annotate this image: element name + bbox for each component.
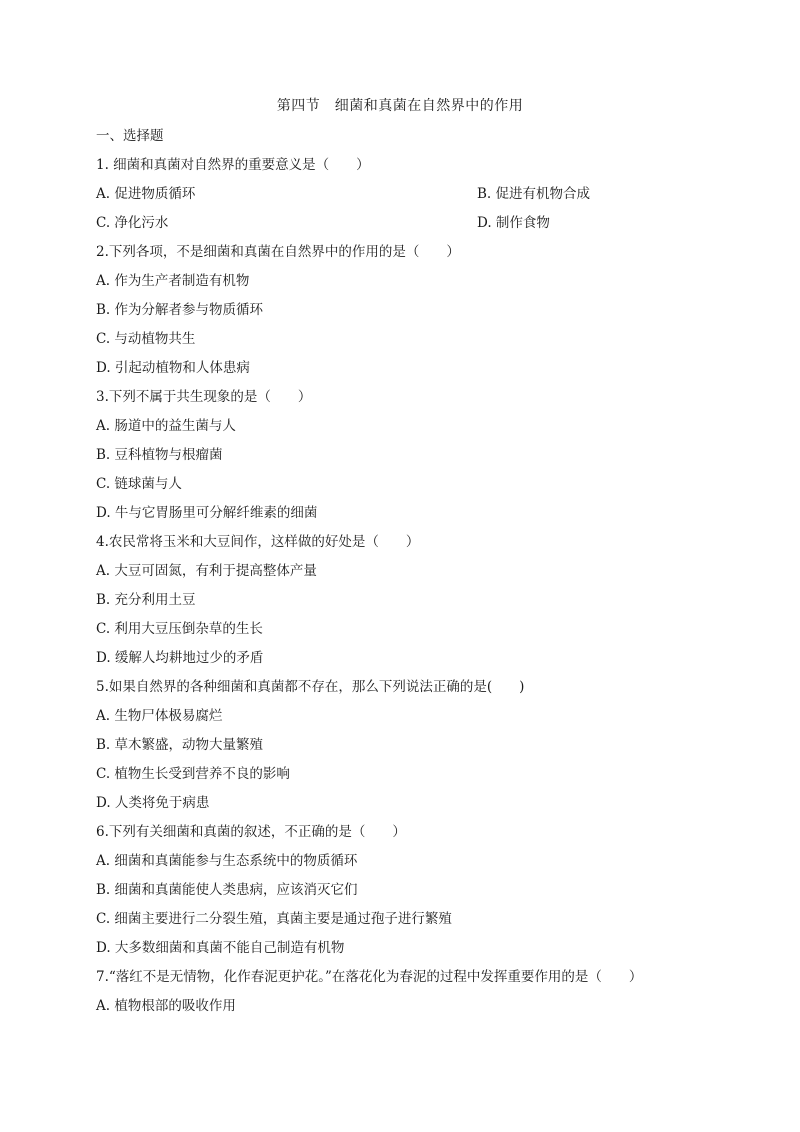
question-3-option-c: C. 链球菌与人 <box>96 476 182 492</box>
question-5-option-b: B. 草木繁盛，动物大量繁殖 <box>96 737 264 753</box>
question-3-option-d: D. 牛与它胃肠里可分解纤维素的细菌 <box>96 505 318 521</box>
question-3-option-a: A. 肠道中的益生菌与人 <box>96 418 236 434</box>
question-6-option-a: A. 细菌和真菌能参与生态系统中的物质循环 <box>96 853 358 869</box>
question-4-stem: 4.农民常将玉米和大豆间作，这样做的好处是（ ） <box>96 534 420 550</box>
question-2-option-c: C. 与动植物共生 <box>96 331 196 347</box>
question-3-option-b: B. 豆科植物与根瘤菌 <box>96 447 223 463</box>
question-2-option-d: D. 引起动植物和人体患病 <box>96 360 250 376</box>
question-5-option-c: C. 植物生长受到营养不良的影响 <box>96 766 290 782</box>
question-1-stem: 1. 细菌和真菌对自然界的重要意义是（ ） <box>96 157 370 173</box>
question-6-option-b: B. 细菌和真菌能使人类患病，应该消灭它们 <box>96 882 358 898</box>
question-4-option-a: A. 大豆可固氮，有利于提高整体产量 <box>96 563 317 579</box>
question-5-stem: 5.如果自然界的各种细菌和真菌都不存在，那么下列说法正确的是( ) <box>96 679 525 695</box>
question-3-stem: 3.下列不属于共生现象的是（ ） <box>96 389 312 405</box>
question-4-option-d: D. 缓解人均耕地过少的矛盾 <box>96 650 264 666</box>
question-6-stem: 6.下列有关细菌和真菌的叙述，不正确的是（ ） <box>96 824 406 840</box>
question-4-option-b: B. 充分利用土豆 <box>96 592 196 608</box>
section-heading: 一、选择题 <box>96 128 164 144</box>
question-6-option-d: D. 大多数细菌和真菌不能自己制造有机物 <box>96 940 345 956</box>
question-5-option-d: D. 人类将免于病患 <box>96 795 210 811</box>
question-2-option-a: A. 作为生产者制造有机物 <box>96 273 250 289</box>
question-1-option-c: C. 净化污水 <box>96 215 169 231</box>
question-1-option-a: A. 促进物质循环 <box>96 186 196 202</box>
question-1-option-d: D. 制作食物 <box>477 215 550 231</box>
question-7-option-a: A. 植物根部的吸收作用 <box>96 998 236 1014</box>
question-4-option-c: C. 利用大豆压倒杂草的生长 <box>96 621 263 637</box>
question-6-option-c: C. 细菌主要进行二分裂生殖，真菌主要是通过孢子进行繁殖 <box>96 911 452 927</box>
question-5-option-a: A. 生物尸体极易腐烂 <box>96 708 223 724</box>
question-7-stem: 7.“落红不是无情物，化作春泥更护花。”在落花化为春泥的过程中发挥重要作用的是（ ） <box>96 969 643 985</box>
question-2-stem: 2.下列各项，不是细菌和真菌在自然界中的作用的是（ ） <box>96 244 460 260</box>
question-1-option-b: B. 促进有机物合成 <box>477 186 591 202</box>
question-2-option-b: B. 作为分解者参与物质循环 <box>96 302 264 318</box>
page-title: 第四节 细菌和真菌在自然界中的作用 <box>276 98 524 114</box>
